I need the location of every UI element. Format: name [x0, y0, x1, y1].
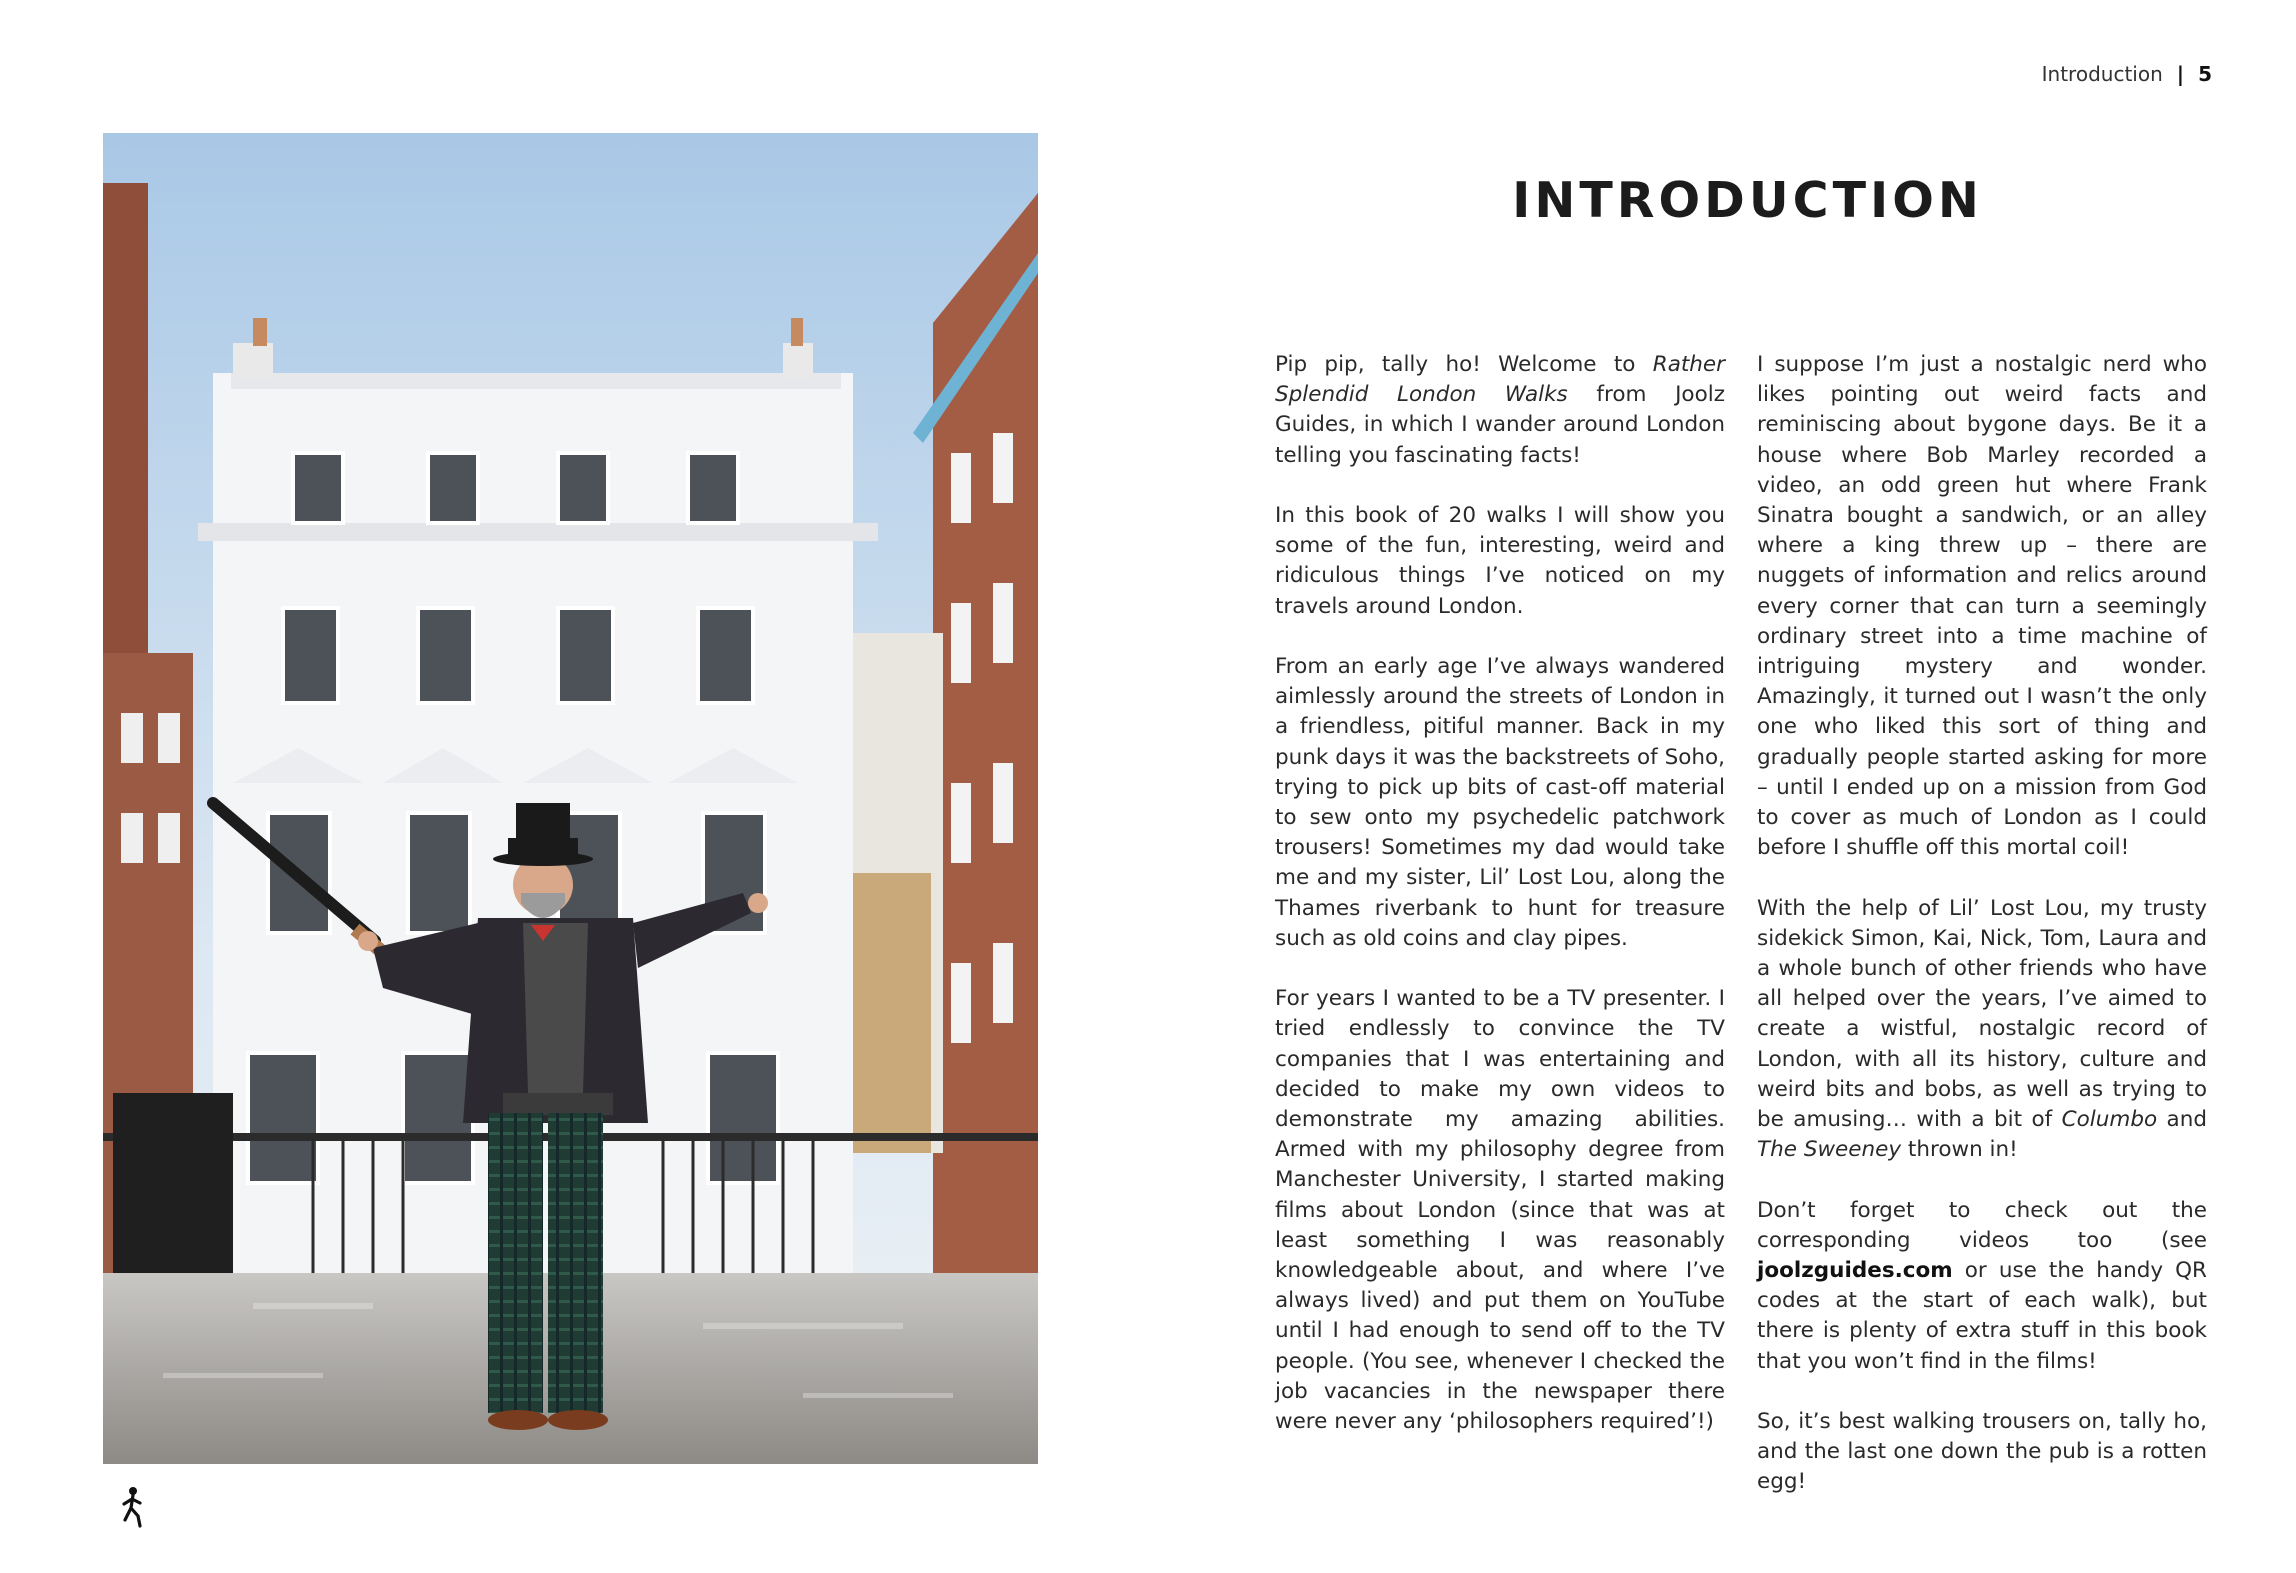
paragraph: I suppose I’m just a nostalgic nerd who likes pointing out weird facts and reminiscing about bygone days. Be it a house where Bob Marley recorded a video, an odd green hut where Frank Sinatra bought a sandwich, or an alley where a king threw up – there are nuggets of information and relics around every corner that can turn a seemingly ordinary street into a time machine of intriguing mystery and wonder. Amazingly, it turned out I wasn’t the only one who liked this sort of thing and gradually people started asking for more – until I ended up on a mission from God to cover as much of London as I could before I shuffle off this mortal coil!: [1757, 352, 2207, 861]
photo-guide-in-front-of-townhouse: [103, 133, 1038, 1464]
paragraph: Don’t forget to check out the corresponding videos too (see joolzguides.com or use the handy QR codes at the start of each walk), but there is plenty of extra stuff in this book that you won’t find in the films!: [1757, 1197, 2207, 1374]
paragraph: In this book of 20 walks I will show you some of the fun, interesting, weird and ridiculous things I’ve noticed on my travels around London.: [1275, 503, 1725, 619]
show-title-emphasis: The Sweeney: [1757, 1137, 1902, 1163]
chapter-title: INTRODUCTION: [1512, 172, 1983, 229]
running-head-section: Introduction: [2041, 62, 2163, 86]
paragraph: From an early age I’ve always wandered aimlessly around the streets of London in a friendless, pitiful manner. Back in my punk days it was the backstreets of Soho, trying to pick up bits of cast-off material to sew onto my psychedelic patchwork trousers! Sometimes my dad would take me and my sister, Lil’ Lost Lou, along the Thames riverbank to hunt for treasure such as old coins and clay pipes.: [1275, 654, 1725, 951]
website-link[interactable]: joolzguides.com: [1757, 1258, 1953, 1284]
show-title-emphasis: Columbo: [2061, 1107, 2158, 1133]
photo-illustration: [103, 133, 1038, 1464]
book-title-emphasis: Rather Splendid London Walks: [1275, 352, 1725, 408]
walking-man-icon: [118, 1486, 148, 1528]
left-text-column: [1275, 350, 1725, 1437]
paragraph: For years I wanted to be a TV presenter. I tried endlessly to convince the TV companies that I was entertaining and decided to make my own videos to demonstrate my amazing abilities. Armed with my philosophy degree from Manchester University, I started making films about London (since that was at least something I was reasonably knowledgeable about, and where I’ve always lived) and put them on YouTube until I had enough to send off to the TV people. (You see, whenever I checked the job vacancies in the newspaper there were never any ‘philosophers required’!): [1275, 986, 1725, 1435]
running-head-separator: |: [2176, 62, 2185, 86]
running-head: [2042, 62, 2212, 86]
page-number: 5: [2198, 62, 2212, 86]
paragraph: With the help of Lil’ Lost Lou, my trusty sidekick Simon, Kai, Nick, Tom, Laura and a whole bunch of other friends who have all helped over the years, I’ve aimed to create a wistful, nostalgic record of London, with all its history, culture and weird bits and bobs, as well as trying to be amusing… with a bit of Columbo and The Sweeney thrown in!: [1757, 895, 2207, 1163]
right-text-column: [1757, 350, 2207, 1498]
paragraph: Pip pip, tally ho! Welcome to Rather Splendid London Walks from Joolz Guides, in which I wander around London telling you fascinating facts!: [1275, 352, 1725, 468]
paragraph: So, it’s best walking trousers on, tally ho, and the last one down the pub is a rotten egg!: [1757, 1409, 2207, 1495]
